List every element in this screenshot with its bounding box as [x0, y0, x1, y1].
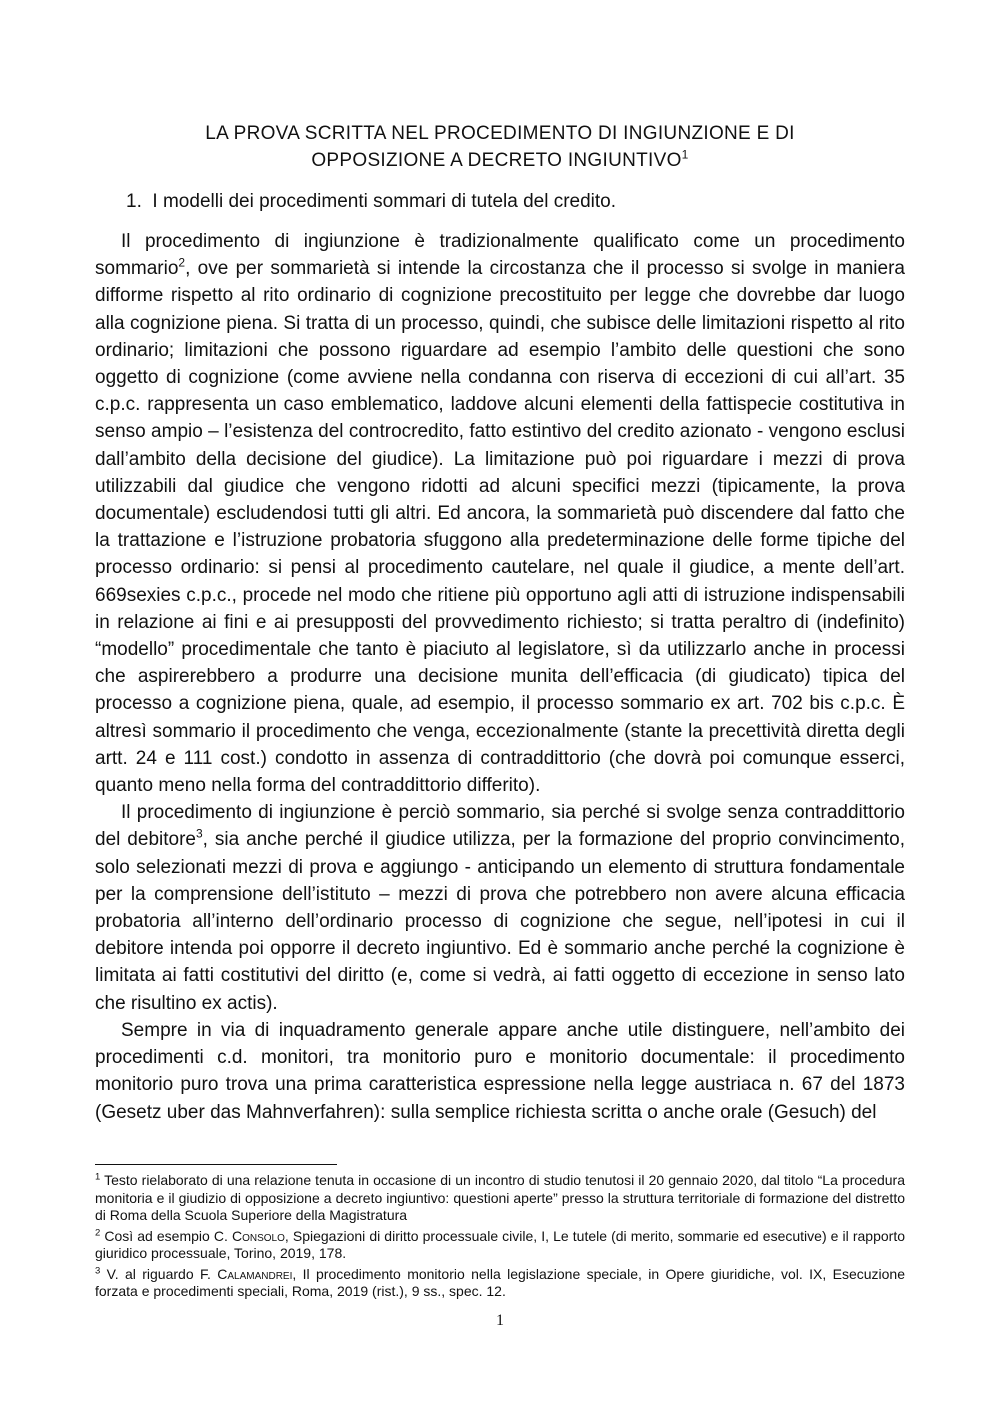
- author-consolo: Consolo: [231, 1227, 285, 1244]
- footnotes: [95, 1172, 905, 1304]
- paragraph-2: Il procedimento di ingiunzione è perciò sommario, sia perché si svolge senza contraddittorio del debitore$^3$, sia anche perché il giudice utilizza, per la formazione del proprio convincimento, solo selezionati mezzi di prova e aggiungo - anticipando un elemento di struttura fondamentale per la comprensione dell’istituto – mezzi di prova che potrebbero non avere alcuna efficacia probatoria all’interno dell’ordinario processo di cognizione che segue, nell’ipotesi in cui il debitore intenda poi opporre il decreto ingiuntivo. Ed è sommario anche perché la cognizione è limitata ai fatti costitutivi del diritto (e, come si vedrà, ai fatti oggetto di eccezione in senso lato che risultino ex actis).: [95, 802, 906, 1014]
- footnote-3: $^3$ V. al riguardo F. Calamandrei, Il procedimento monitorio nella legislazione speciale, in Opere giuridiche, vol. IX, Esecuzione forzata e procedimenti speciali, Roma, 2019 (rist.), 9 ss., spec. 12.: [95, 1264, 905, 1299]
- footnote-separator: [95, 1164, 337, 1165]
- section-number: 1.: [126, 191, 142, 212]
- section-heading: [126, 190, 616, 214]
- paragraph-3: Sempre in via di inquadramento generale appare anche utile distinguere, nell’ambito dei procedimenti c.d. monitori, tra monitorio puro e monitorio documentale: il procedimento monitorio puro trova una prima caratteristica espressione nella legge austriaca n. 67 del 1873 (Gesetz uber das Mahnverfahren): sulla semplice richiesta scritta o anche orale (Gesuch) del: [95, 1019, 905, 1123]
- document-title: [96, 120, 904, 174]
- footnote-2: $^2$ Così ad esempio C. Consolo, Spiegazioni di diritto processuale civile, I, Le tutele (di merito, sommarie ed esecutive) e il rapporto giuridico processuale, Torino, 2019, 178.: [95, 1226, 905, 1261]
- author-calamandrei: Calamandrei: [217, 1265, 293, 1282]
- title-line-2: OPPOSIZIONE A DECRETO INGIUNTIVO$^1$: [311, 147, 689, 171]
- title-line-1: LA PROVA SCRITTA NEL PROCEDIMENTO DI INGIUNZIONE E DI: [205, 123, 795, 144]
- title-footnote-ref[interactable]: 1: [681, 147, 689, 162]
- section-title: I modelli dei procedimenti sommari di tutela del credito.: [152, 191, 617, 212]
- footnote-1: $^1$ Testo rielaborato di una relazione tenuta in occasione di un incontro di studio tenutosi il 20 gennaio 2020, dal titolo “La procedura monitoria e il giudizio di opposizione a decreto ingiuntivo: questioni aperte” presso la struttura territoriale di formazione del distretto di Roma della Scuola Superiore della Magistratura: [95, 1171, 905, 1223]
- footnote-ref-3[interactable]: 3: [195, 827, 203, 842]
- paragraph-1: Il procedimento di ingiunzione è tradizionalmente qualificato come un procedimento sommario$^2$, ove per sommarietà si intende la circostanza che il processo si svolge in maniera difforme rispetto al rito ordinario di cognizione precostituito per legge che dovrebbe dar luogo alla cognizione piena. Si tratta di un processo, quindi, che subisce delle limitazioni rispetto al rito ordinario; limitazioni che possono riguardare ad esempio l’ambito delle questioni che sono oggetto di cognizione (come avviene nella condanna con riserva di eccezioni di cui all’art. 35 c.p.c. rappresenta un caso emblematico, laddove alcuni elementi della fattispecie costitutiva in senso ampio – l’esistenza del controcredito, fatto estintivo del credito azionato - vengono esclusi dall’ambito della decisione del giudice). La limitazione può poi riguardare i mezzi di prova utilizzabili dal giudice che vengono ridotti ad alcuni specifici mezzi (tipicamente, la prova documentale) escludendosi tutti gli altri. Ed ancora, la sommarietà può discendere dal fatto che la trattazione e l’istruzione probatoria sfuggono alla predeterminazione delle forme tipiche del processo ordinario: si pensi al procedimento cautelare, nel quale il giudice, a mente dell’art. 669sexies c.p.c., procede nel modo che ritiene più opportuno agli atti di istruzione indispensabili in relazione ai fini e ai presupposti del provvedimento richiesto; si tratta peraltro di (indefinito) “modello” procedimentale che tanto è piaciuto al legislatore, sì da utilizzarlo anche in processi che aspirerebbero a produrre una decisione munita dell’efficacia (di giudicato) tipica del processo a cognizione piena, quale, ad esempio, il processo sommario ex art. 702 bis c.p.c. È altresì sommario il procedimento che venga, eccezionalmente (stante la precettività diretta degli artt. 24 e 111 cost.) condotto in assenza di contraddittorio (che dovrà poi comunque esserci, quanto meno nella forma del contraddittorio differito).: [95, 231, 905, 797]
- body-text: [95, 228, 905, 1126]
- footnote-ref-2[interactable]: 2: [178, 255, 186, 270]
- page-number: 1: [496, 1312, 504, 1329]
